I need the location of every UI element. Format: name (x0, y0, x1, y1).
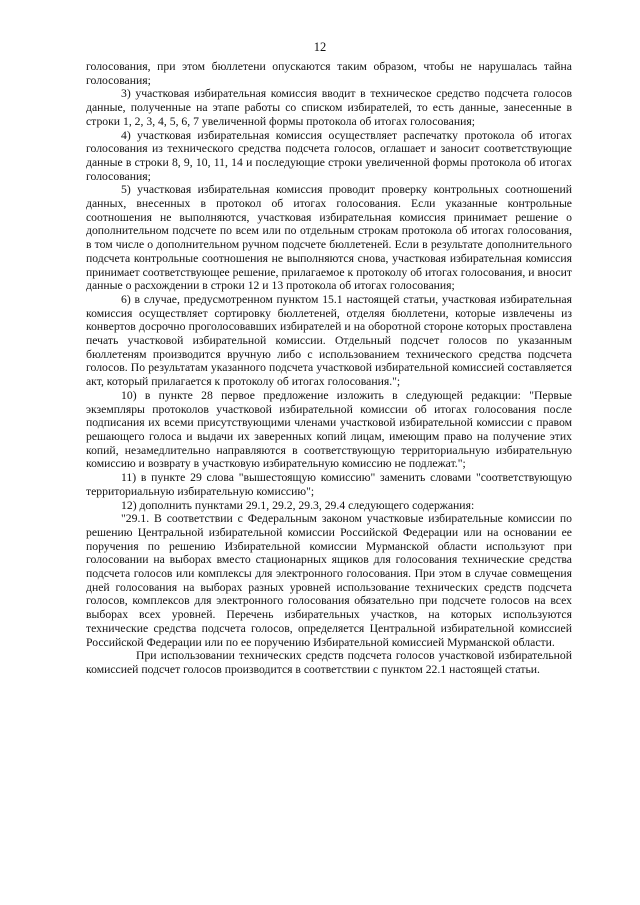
paragraph-item-12: 12) дополнить пунктами 29.1, 29.2, 29.3, 29.4 следующего содержания: (121, 498, 475, 512)
paragraph-item-3: 3) участковая избирательная комиссия вводит в техническое средство подсчета голосов данные, полученные на этапе работы со списком избирателей, то есть данные, занесенные в строки 1, 2, 3, 4, 5, 6, 7 увеличенной формы протокола об итогах голосования; (86, 87, 572, 128)
document-body (86, 60, 572, 677)
page-number: 12 (313, 40, 327, 54)
paragraph-continuation: голосования, при этом бюллетени опускаются таким образом, чтобы не нарушалась тайна голосования; (86, 60, 572, 87)
paragraph-item-5: 5) участковая избирательная комиссия проводит проверку контрольных соотношений данных, внесенных в протокол об итогах голосования. Если указанные контрольные соотношения не выполняются, участковая избирательная комиссия принимает решение о дополнительном подсчете по всем или по отдельным строкам протокола об итогах голосования, в том числе о дополнительном ручном подсчете бюллетеней. Если в результате дополнительного подсчета контрольные соотношения не выполняются снова, участковая избирательная комиссия принимает соответствующее решение, прилагаемое к протоколу об итогах голосования, и вносит данные о расхождении в строки 12 и 13 протокола об итогах голосования; (86, 183, 572, 293)
paragraph-item-11: 11) в пункте 29 слова "вышестоящую комиссию" заменить словами "соответствующую территориальную избирательную комиссию"; (86, 471, 572, 498)
paragraph-clause-29-1-continued: При использовании технических средств подсчета голосов участковой избирательной комиссией подсчет голосов производится в соответствии с пунктом 22.1 настоящей статьи. (86, 649, 572, 676)
paragraph-item-4: 4) участковая избирательная комиссия осуществляет распечатку протокола об итогах голосования из технического средства подсчета голосов, оглашает и заносит соответствующие данные в строки 8, 9, 10, 11, 14 и последующие строки увеличенной формы протокола об итогах голосования; (86, 128, 572, 183)
paragraph-item-10: 10) в пункте 28 первое предложение изложить в следующей редакции: "Первые экземпляры протоколов участковой избирательной комиссии об итогах голосования после подписания их всеми присутствующими членами участковой избирательной комиссии с правом решающего голоса и выдачи их заверенных копий лицам, имеющим право на получение этих копий, незамедлительно направляются в соответствующую территориальную избирательную комиссию и возврату в участковую избирательную комиссию не подлежат."; (86, 388, 572, 471)
paragraph-clause-29-1: "29.1. В соответствии с Федеральным законом участковые избирательные комиссии по решению Центральной избирательной комиссии Российской Федерации или на основании ее поручения по решению Избирательной комиссии Мурманской области используют при голосовании на выборах вместо стационарных ящиков для голосования технические средства подсчета голосов или комплексы для электронного голосования. При этом в случае совмещения дней голосования на выборах разных уровней использование технических средств подсчета голосов, комплексов для электронного голосования обязательно при подсчете голосов на всех выборах всех уровней. Перечень избирательных участков, на которых используются технические средства подсчета голосов, определяется Центральной избирательной комиссией Российской Федерации или по ее поручению Избирательной комиссией Мурманской области. (86, 512, 572, 649)
paragraph-item-6: 6) в случае, предусмотренном пунктом 15.1 настоящей статьи, участковая избирательная комиссия осуществляет сортировку бюллетеней, отделяя бюллетени, которые извлечены из конвертов досрочно проголосовавших избирателей и на оборотной стороне которых проставлена печать участковой избирательной комиссии. Отдельный подсчет голосов по указанным бюллетеням производится вручную либо с использованием технического средства подсчета голосов. По результатам указанного подсчета участковой избирательной комиссией составляется акт, который прилагается к протоколу об итогах голосования."; (86, 292, 572, 389)
